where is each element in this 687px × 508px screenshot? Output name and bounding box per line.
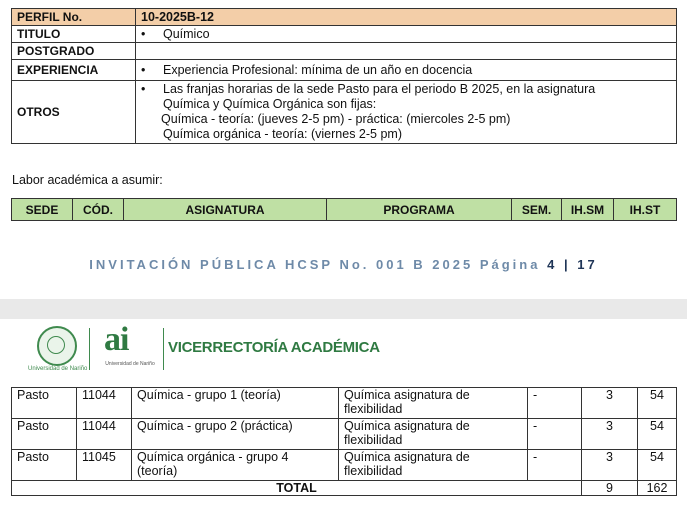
asignatura-line1: Química - grupo 1 (teoría) (137, 388, 281, 402)
otros-label: OTROS (12, 81, 136, 144)
asignatura-line1: Química orgánica - grupo 4 (137, 450, 289, 464)
cell-sem: - (528, 388, 582, 419)
cell-programa (339, 388, 528, 419)
labor-header-row (12, 199, 677, 221)
bullet-icon: • (141, 27, 146, 41)
col-ihst: IH.ST (614, 199, 677, 221)
cell-asignatura (132, 388, 339, 419)
bullet-icon: • (141, 63, 146, 77)
labor-title: Labor académica a asumir: (12, 173, 163, 187)
footer-total: 17 (577, 257, 598, 272)
programa-line1: Química asignatura de (344, 388, 470, 402)
titulo-value: Químico (163, 27, 210, 41)
page-header-logos (0, 319, 687, 384)
labor-header-table (11, 198, 677, 221)
page-gap (0, 299, 687, 319)
profile-table (11, 8, 677, 144)
experiencia-label: EXPERIENCIA (12, 60, 136, 81)
col-sem: SEM. (512, 199, 562, 221)
programa-line1: Química asignatura de (344, 419, 470, 433)
cell-ihsm: 3 (582, 450, 638, 481)
otros-line4: Química orgánica - teoría: (viernes 2-5 pm) (163, 127, 402, 141)
cell-ihst: 54 (638, 450, 677, 481)
table-row (12, 388, 677, 419)
total-label: TOTAL (12, 481, 582, 496)
postgrado-value (136, 43, 677, 60)
col-ihsm: IH.SM (562, 199, 614, 221)
cell-sede: Pasto (12, 419, 77, 450)
col-programa: PROGRAMA (327, 199, 512, 221)
cell-sede: Pasto (12, 388, 77, 419)
otros-cell (136, 81, 677, 144)
footer-sep: | (563, 257, 571, 272)
ai-logo-subtitle: Universidad de Nariño (105, 361, 155, 367)
ai-logo: ai (104, 321, 129, 358)
perfil-value: 10-2025B-12 (136, 9, 677, 26)
cell-sede: Pasto (12, 450, 77, 481)
cell-ihsm: 3 (582, 388, 638, 419)
col-sede: SEDE (12, 199, 73, 221)
cell-sem: - (528, 450, 582, 481)
footer-page: 4 (547, 257, 558, 272)
vicerrectoria-title: VICERRECTORÍA ACADÉMICA (168, 339, 380, 356)
otros-line1: Las franjas horarias de la sede Pasto para el periodo B 2025, en la asignatura (163, 82, 596, 96)
profile-row-postgrado (12, 43, 677, 60)
table-row (12, 450, 677, 481)
otros-line2: Química y Química Orgánica son fijas: (163, 97, 377, 111)
titulo-cell (136, 26, 677, 43)
total-ihst: 162 (638, 481, 677, 496)
cell-asignatura (132, 450, 339, 481)
asignaturas-table (11, 387, 677, 496)
perfil-label: PERFIL No. (12, 9, 136, 26)
otros-line3: Química - teoría: (jueves 2-5 pm) - práctica: (miercoles 2-5 pm) (161, 112, 511, 126)
divider (89, 328, 90, 370)
university-seal-icon (37, 326, 77, 366)
profile-row-otros (12, 81, 677, 144)
cell-asignatura (132, 419, 339, 450)
cell-ihsm: 3 (582, 419, 638, 450)
titulo-label: TITULO (12, 26, 136, 43)
table-row (12, 419, 677, 450)
cell-cod: 11044 (77, 419, 132, 450)
divider (163, 328, 164, 370)
total-ihsm: 9 (582, 481, 638, 496)
programa-line1: Química asignatura de (344, 450, 470, 464)
experiencia-value: Experiencia Profesional: mínima de un año en docencia (163, 63, 473, 77)
col-asignatura: ASIGNATURA (124, 199, 327, 221)
profile-row-perfil (12, 9, 677, 26)
experiencia-cell (136, 60, 677, 81)
programa-line2: flexibilidad (344, 464, 403, 478)
university-name: Universidad de Nariño (28, 366, 88, 372)
cell-cod: 11044 (77, 388, 132, 419)
programa-line2: flexibilidad (344, 433, 403, 447)
profile-row-titulo (12, 26, 677, 43)
programa-line2: flexibilidad (344, 402, 403, 416)
postgrado-label: POSTGRADO (12, 43, 136, 60)
page-footer (0, 257, 687, 272)
total-row (12, 481, 677, 496)
cell-programa (339, 419, 528, 450)
asignatura-line2: (teoría) (137, 464, 178, 478)
cell-cod: 11045 (77, 450, 132, 481)
col-cod: CÓD. (73, 199, 124, 221)
footer-text: INVITACIÓN PÚBLICA HCSP No. 001 B 2025 Página (89, 257, 541, 272)
profile-row-experiencia (12, 60, 677, 81)
cell-sem: - (528, 419, 582, 450)
asignatura-line1: Química - grupo 2 (práctica) (137, 419, 293, 433)
bullet-icon: • (141, 82, 146, 96)
cell-programa (339, 450, 528, 481)
cell-ihst: 54 (638, 419, 677, 450)
cell-ihst: 54 (638, 388, 677, 419)
